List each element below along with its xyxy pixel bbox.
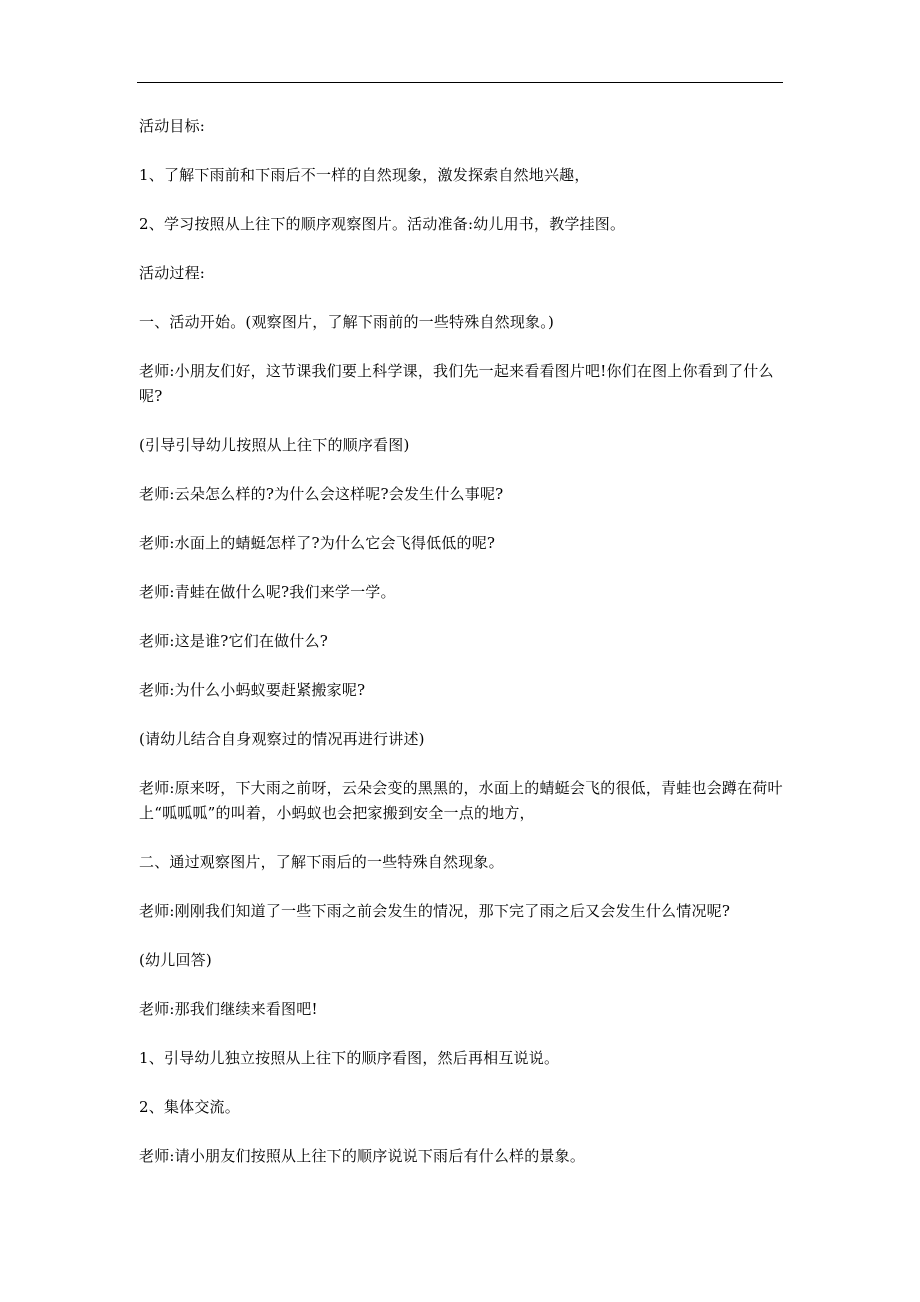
goal-item-1: 1、了解下雨前和下雨后不一样的自然现象，激发探索自然地兴趣， (139, 166, 590, 184)
teacher-line: 老师:那我们继续来看图吧! (139, 1000, 318, 1018)
section-heading-process: 活动过程: (139, 264, 206, 282)
section-heading-goals: 活动目标: (139, 117, 206, 135)
guidance-note: (请幼儿结合自身观察过的情况再进行讲述) (139, 730, 425, 748)
teacher-line: 老师:云朵怎么样的?为什么会这样呢?会发生什么事呢? (139, 485, 504, 503)
teacher-line: 老师:这是谁?它们在做什么? (139, 632, 328, 650)
teacher-line: 老师:刚刚我们知道了一些下雨之前会发生的情况，那下完了雨之后又会发生什么情况呢? (139, 902, 731, 920)
sub-step-2: 2、集体交流。 (139, 1098, 240, 1116)
teacher-line: 老师:小朋友们好，这节课我们要上科学课，我们先一起来看看图片吧!你们在图上你看到了什么呢? (139, 362, 774, 405)
document-body (139, 114, 789, 1193)
teacher-line: 老师:原来呀，下大雨之前呀，云朵会变的黑黑的，水面上的蜻蜓会飞的很低，青蛙也会蹲在荷叶上“呱呱呱”的叫着，小蚂蚁也会把家搬到安全一点的地方， (139, 779, 783, 822)
sub-step-1: 1、引导幼儿独立按照从上往下的顺序看图，然后再相互说说。 (139, 1049, 560, 1067)
goal-item-2: 2、学习按照从上往下的顺序观察图片。活动准备:幼儿用书，教学挂图。 (139, 215, 626, 233)
guidance-note: (引导引导幼儿按照从上往下的顺序看图) (139, 436, 410, 454)
header-rule (137, 82, 783, 83)
teacher-line: 老师:青蛙在做什么呢?我们来学一学。 (139, 583, 396, 601)
process-step-2: 二、通过观察图片，了解下雨后的一些特殊自然现象。 (139, 853, 504, 871)
teacher-line: 老师:水面上的蜻蜓怎样了?为什么它会飞得低低的呢? (139, 534, 496, 552)
teacher-line: 老师:请小朋友们按照从上往下的顺序说说下雨后有什么样的景象。 (139, 1147, 586, 1165)
guidance-note: (幼儿回答) (139, 951, 212, 969)
teacher-line: 老师:为什么小蚂蚁要赶紧搬家呢? (139, 681, 366, 699)
process-step-1: 一、活动开始。(观察图片，了解下雨前的一些特殊自然现象。) (139, 313, 555, 331)
